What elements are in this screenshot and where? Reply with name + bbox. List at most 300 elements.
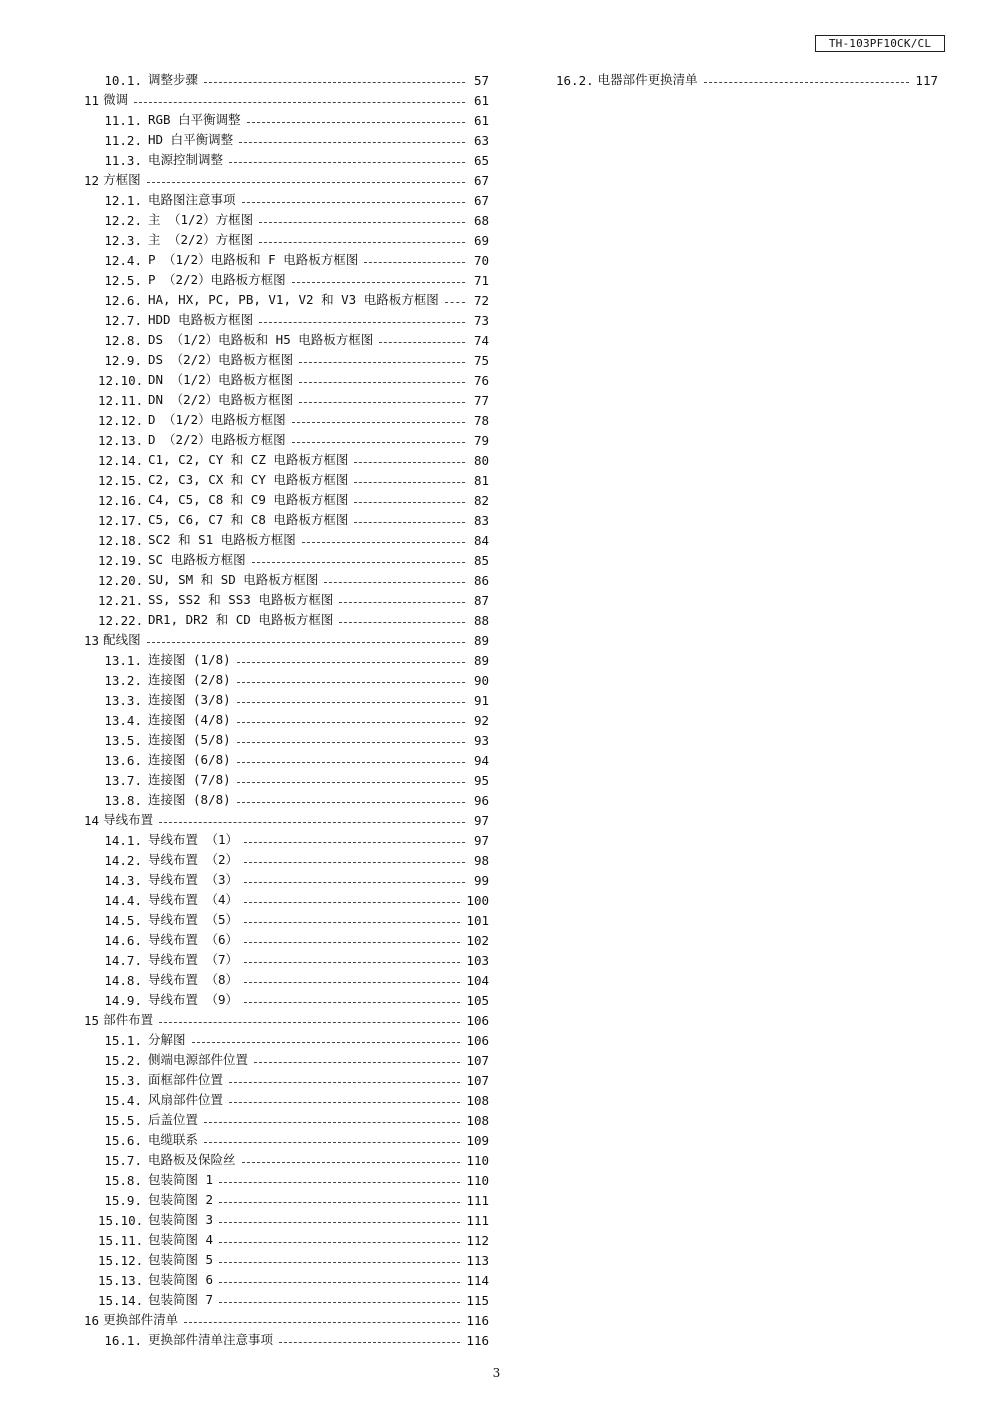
toc-entry-title: 微调 <box>103 92 129 107</box>
toc-entry[interactable] <box>84 908 489 928</box>
toc-entry-number: 12.8. <box>104 333 142 348</box>
toc-entry[interactable] <box>84 368 489 388</box>
toc-entry-title: 包装简图 4 <box>148 1232 214 1247</box>
toc-entry-title: 连接图 (6/8) <box>148 752 231 767</box>
toc-entry-number: 12.5. <box>104 273 142 288</box>
toc-entry[interactable] <box>84 1208 489 1228</box>
toc-entry[interactable] <box>84 748 489 768</box>
toc-entry[interactable] <box>84 1068 489 1088</box>
toc-entry-number: 14.9. <box>104 993 142 1008</box>
toc-entry-title: SC2 和 S1 电路板方框图 <box>148 532 296 547</box>
toc-entry-number: 13.2. <box>104 673 142 688</box>
toc-entry-title: 电路板及保险丝 <box>148 1152 236 1167</box>
toc-entry-page: 75 <box>473 353 489 368</box>
toc-entry-number: 15.6. <box>104 1133 142 1148</box>
toc-entry-title: C5, C6, C7 和 C8 电路板方框图 <box>148 512 349 527</box>
toc-entry-number: 12.22. <box>98 613 144 628</box>
toc-entry[interactable] <box>84 848 489 868</box>
toc-entry[interactable] <box>84 1308 489 1328</box>
toc-entry-number: 12.12. <box>98 413 144 428</box>
toc-leader-line <box>244 842 465 843</box>
toc-entry-title: 后盖位置 <box>148 1112 199 1127</box>
toc-leader-line <box>324 582 465 583</box>
toc-entry-page: 94 <box>473 753 489 768</box>
toc-entry-page: 89 <box>473 633 489 648</box>
toc-leader-line <box>147 642 465 643</box>
toc-entry[interactable] <box>84 488 489 508</box>
toc-entry-number: 11.3. <box>104 153 142 168</box>
toc-leader-line <box>242 1162 461 1163</box>
toc-entry[interactable] <box>84 68 489 88</box>
toc-leader-line <box>204 82 465 83</box>
page-number: 3 <box>492 1366 501 1380</box>
toc-leader-line <box>292 282 465 283</box>
toc-entry-title: 包装简图 1 <box>148 1172 214 1187</box>
toc-leader-line <box>237 802 465 803</box>
toc-entry-number: 15.1. <box>104 1033 142 1048</box>
toc-leader-line <box>339 602 465 603</box>
toc-entry-page: 106 <box>466 1033 489 1048</box>
toc-entry-title: C4, C5, C8 和 C9 电路板方框图 <box>148 492 349 507</box>
toc-entry-title: DN （2/2）电路板方框图 <box>148 392 294 407</box>
toc-entry-page: 116 <box>466 1313 489 1328</box>
toc-entry-title: C2, C3, CX 和 CY 电路板方框图 <box>148 472 349 487</box>
toc-leader-line <box>204 1142 460 1143</box>
toc-entry-title: 导线布置 （4） <box>148 892 239 907</box>
toc-entry-number: 15.11. <box>98 1233 144 1248</box>
toc-leader-line <box>244 982 460 983</box>
toc-entry[interactable] <box>84 428 489 448</box>
toc-entry-page: 85 <box>473 553 489 568</box>
toc-entry[interactable] <box>84 268 489 288</box>
toc-entry-number: 16.2. <box>556 73 594 88</box>
toc-entry-page: 61 <box>473 113 489 128</box>
toc-entry-title: 配线图 <box>103 632 141 647</box>
toc-leader-line <box>219 1222 460 1223</box>
toc-leader-line <box>445 302 465 303</box>
toc-entry[interactable] <box>84 348 489 368</box>
toc-entry-title: 导线布置 （9） <box>148 992 239 1007</box>
toc-entry[interactable] <box>84 648 489 668</box>
toc-entry-number: 14.8. <box>104 973 142 988</box>
toc-entry-number: 14.5. <box>104 913 142 928</box>
toc-entry[interactable] <box>84 1008 489 1028</box>
toc-entry-page: 65 <box>473 153 489 168</box>
toc-leader-line <box>302 542 465 543</box>
toc-entry[interactable] <box>84 468 489 488</box>
toc-entry-title: 电器部件更换清单 <box>597 72 698 87</box>
toc-entry-number: 12.16. <box>98 493 144 508</box>
toc-entry[interactable] <box>84 308 489 328</box>
toc-entry[interactable] <box>84 928 489 948</box>
toc-entry-page: 115 <box>466 1293 489 1308</box>
toc-entry[interactable] <box>84 768 489 788</box>
toc-entry-number: 15.4. <box>104 1093 142 1108</box>
toc-entry-number: 16 <box>84 1313 100 1328</box>
toc-entry[interactable] <box>84 88 489 108</box>
toc-entry-title: DN （1/2）电路板方框图 <box>148 372 294 387</box>
toc-entry-number: 15.13. <box>98 1273 144 1288</box>
toc-leader-line <box>219 1242 460 1243</box>
toc-column-right <box>556 68 938 88</box>
toc-leader-line <box>159 822 465 823</box>
toc-entry-number: 12.3. <box>104 233 142 248</box>
toc-entry-page: 96 <box>473 793 489 808</box>
toc-entry-page: 82 <box>473 493 489 508</box>
toc-entry-number: 13.8. <box>104 793 142 808</box>
toc-entry-number: 11.1. <box>104 113 142 128</box>
toc-entry[interactable] <box>84 1168 489 1188</box>
toc-entry-title: 连接图 (4/8) <box>148 712 231 727</box>
toc-leader-line <box>259 322 465 323</box>
toc-leader-line <box>219 1282 460 1283</box>
toc-entry-number: 12.1. <box>104 193 142 208</box>
toc-leader-line <box>244 902 460 903</box>
toc-entry-page: 110 <box>466 1173 489 1188</box>
toc-entry[interactable] <box>84 108 489 128</box>
toc-entry-page: 76 <box>473 373 489 388</box>
toc-entry[interactable] <box>84 628 489 648</box>
toc-entry-title: HDD 电路板方框图 <box>148 312 254 327</box>
toc-entry-title: 风扇部件位置 <box>148 1092 224 1107</box>
toc-entry-title: 连接图 (2/8) <box>148 672 231 687</box>
toc-entry-page: 105 <box>466 993 489 1008</box>
toc-entry-page: 69 <box>473 233 489 248</box>
toc-entry-page: 97 <box>473 833 489 848</box>
toc-entry-number: 14 <box>84 813 100 828</box>
toc-leader-line <box>259 242 465 243</box>
toc-entry[interactable] <box>84 328 489 348</box>
toc-entry-title: 电缆联系 <box>148 1132 199 1147</box>
toc-entry-number: 11 <box>84 93 100 108</box>
toc-entry-title: 更换部件清单 <box>103 1312 179 1327</box>
toc-entry[interactable] <box>84 728 489 748</box>
toc-entry[interactable] <box>84 608 489 628</box>
toc-leader-line <box>299 382 465 383</box>
toc-leader-line <box>247 122 465 123</box>
toc-entry-title: 包装简图 5 <box>148 1252 214 1267</box>
toc-entry-page: 103 <box>466 953 489 968</box>
toc-entry-title: 电路图注意事项 <box>148 192 236 207</box>
toc-leader-line <box>219 1302 460 1303</box>
toc-entry[interactable] <box>84 708 489 728</box>
toc-entry-number: 14.6. <box>104 933 142 948</box>
toc-entry-number: 15.14. <box>98 1293 144 1308</box>
toc-entry-number: 14.2. <box>104 853 142 868</box>
toc-entry-page: 99 <box>473 873 489 888</box>
toc-entry[interactable] <box>84 1188 489 1208</box>
toc-entry[interactable] <box>84 1248 489 1268</box>
toc-entry-page: 111 <box>466 1213 489 1228</box>
toc-entry-title: 导线布置 （5） <box>148 912 239 927</box>
toc-entry[interactable] <box>84 668 489 688</box>
toc-entry-number: 12.4. <box>104 253 142 268</box>
toc-column-left <box>84 68 489 1348</box>
toc-entry[interactable] <box>84 1028 489 1048</box>
toc-leader-line <box>192 1042 461 1043</box>
toc-leader-line <box>379 342 465 343</box>
toc-entry-number: 14.4. <box>104 893 142 908</box>
toc-entry[interactable] <box>84 948 489 968</box>
toc-entry-title: 导线布置 （7） <box>148 952 239 967</box>
toc-entry-page: 79 <box>473 433 489 448</box>
toc-entry-page: 116 <box>466 1333 489 1348</box>
toc-leader-line <box>339 622 465 623</box>
toc-leader-line <box>292 422 465 423</box>
toc-entry-page: 106 <box>466 1013 489 1028</box>
toc-entry[interactable] <box>84 208 489 228</box>
toc-entry[interactable] <box>84 528 489 548</box>
toc-leader-line <box>252 562 465 563</box>
toc-entry-title: 包装简图 2 <box>148 1192 214 1207</box>
toc-entry-page: 61 <box>473 93 489 108</box>
toc-entry-number: 16.1. <box>104 1333 142 1348</box>
toc-entry-page: 84 <box>473 533 489 548</box>
toc-entry-title: 主 （1/2）方框图 <box>148 212 254 227</box>
toc-entry-page: 57 <box>473 73 489 88</box>
toc-entry-title: P （2/2）电路板方框图 <box>148 272 286 287</box>
toc-leader-line <box>219 1262 460 1263</box>
toc-entry-page: 107 <box>466 1073 489 1088</box>
toc-entry[interactable] <box>84 1108 489 1128</box>
toc-leader-line <box>229 162 465 163</box>
toc-leader-line <box>134 102 465 103</box>
toc-entry-number: 14.3. <box>104 873 142 888</box>
toc-entry-page: 68 <box>473 213 489 228</box>
toc-entry-number: 12.15. <box>98 473 144 488</box>
toc-entry-number: 13.6. <box>104 753 142 768</box>
toc-entry-number: 12.19. <box>98 553 144 568</box>
toc-entry-page: 98 <box>473 853 489 868</box>
toc-entry-title: 连接图 (7/8) <box>148 772 231 787</box>
toc-entry-number: 15.3. <box>104 1073 142 1088</box>
toc-entry[interactable] <box>84 148 489 168</box>
toc-entry-title: 分解图 <box>148 1032 186 1047</box>
toc-entry[interactable] <box>84 1048 489 1068</box>
toc-leader-line <box>244 862 465 863</box>
toc-entry-title: SC 电路板方框图 <box>148 552 246 567</box>
toc-entry-title: 部件布置 <box>103 1012 154 1027</box>
toc-entry-page: 109 <box>466 1133 489 1148</box>
toc-leader-line <box>229 1102 460 1103</box>
toc-entry[interactable] <box>84 888 489 908</box>
toc-leader-line <box>159 1022 460 1023</box>
toc-entry-title: 导线布置 <box>103 812 154 827</box>
toc-leader-line <box>184 1322 460 1323</box>
model-header: TH-103PF10CK/CL <box>815 35 945 52</box>
toc-entry-page: 70 <box>473 253 489 268</box>
toc-entry-page: 63 <box>473 133 489 148</box>
toc-entry-number: 12.13. <box>98 433 144 448</box>
toc-leader-line <box>279 1342 460 1343</box>
toc-entry[interactable] <box>84 1268 489 1288</box>
toc-entry-title: 包装简图 6 <box>148 1272 214 1287</box>
toc-entry-page: 72 <box>473 293 489 308</box>
toc-entry-number: 15.10. <box>98 1213 144 1228</box>
toc-entry-title: C1, C2, CY 和 CZ 电路板方框图 <box>148 452 349 467</box>
toc-entry-number: 12.7. <box>104 313 142 328</box>
toc-leader-line <box>237 702 465 703</box>
toc-entry-title: D （2/2）电路板方框图 <box>148 432 286 447</box>
toc-entry-title: D （1/2）电路板方框图 <box>148 412 286 427</box>
toc-entry-page: 104 <box>466 973 489 988</box>
toc-leader-line <box>219 1202 460 1203</box>
toc-entry[interactable] <box>84 508 489 528</box>
toc-entry-page: 102 <box>466 933 489 948</box>
toc-entry-page: 101 <box>466 913 489 928</box>
toc-entry-page: 117 <box>915 73 938 88</box>
toc-entry-page: 80 <box>473 453 489 468</box>
toc-entry-number: 12.14. <box>98 453 144 468</box>
toc-entry-page: 78 <box>473 413 489 428</box>
toc-entry[interactable] <box>84 828 489 848</box>
toc-leader-line <box>244 962 460 963</box>
toc-entry-title: 导线布置 （6） <box>148 932 239 947</box>
toc-entry[interactable] <box>84 408 489 428</box>
toc-entry-title: 导线布置 （2） <box>148 852 239 867</box>
toc-entry-title: 侧端电源部件位置 <box>148 1052 249 1067</box>
toc-entry-number: 12.11. <box>98 393 144 408</box>
toc-entry-page: 74 <box>473 333 489 348</box>
toc-entry-title: 导线布置 （8） <box>148 972 239 987</box>
toc-leader-line <box>204 1122 460 1123</box>
toc-leader-line <box>354 462 465 463</box>
toc-entry[interactable] <box>84 1228 489 1248</box>
toc-leader-line <box>244 942 460 943</box>
toc-entry-title: 包装简图 7 <box>148 1292 214 1307</box>
toc-entry[interactable] <box>84 988 489 1008</box>
toc-entry[interactable] <box>84 448 489 468</box>
toc-entry[interactable] <box>84 1128 489 1148</box>
toc-leader-line <box>229 1082 460 1083</box>
toc-entry-number: 13.3. <box>104 693 142 708</box>
toc-leader-line <box>299 362 465 363</box>
toc-entry-number: 13.1. <box>104 653 142 668</box>
toc-entry-title: 方框图 <box>103 172 141 187</box>
toc-entry-number: 12.2. <box>104 213 142 228</box>
toc-entry-title: 连接图 (3/8) <box>148 692 231 707</box>
toc-leader-line <box>237 742 465 743</box>
toc-leader-line <box>259 222 465 223</box>
toc-entry-page: 113 <box>466 1253 489 1268</box>
toc-entry-title: 调整步骤 <box>148 72 199 87</box>
toc-entry-page: 86 <box>473 573 489 588</box>
toc-entry-title: 导线布置 （1） <box>148 832 239 847</box>
toc-entry-title: 面框部件位置 <box>148 1072 224 1087</box>
toc-entry-page: 91 <box>473 693 489 708</box>
toc-entry[interactable] <box>84 128 489 148</box>
toc-entry-page: 97 <box>473 813 489 828</box>
toc-entry-page: 73 <box>473 313 489 328</box>
toc-entry-page: 81 <box>473 473 489 488</box>
toc-entry[interactable] <box>84 188 489 208</box>
toc-entry[interactable] <box>84 168 489 188</box>
toc-entry-number: 13.5. <box>104 733 142 748</box>
toc-entry[interactable] <box>556 68 938 88</box>
toc-entry-page: 114 <box>466 1273 489 1288</box>
toc-entry-page: 110 <box>466 1153 489 1168</box>
toc-entry-page: 108 <box>466 1093 489 1108</box>
toc-entry-page: 67 <box>473 173 489 188</box>
toc-entry-page: 108 <box>466 1113 489 1128</box>
toc-entry[interactable] <box>84 228 489 248</box>
toc-entry-page: 112 <box>466 1233 489 1248</box>
toc-entry-number: 15.8. <box>104 1173 142 1188</box>
toc-entry[interactable] <box>84 788 489 808</box>
toc-leader-line <box>237 662 465 663</box>
toc-entry-number: 15.9. <box>104 1193 142 1208</box>
toc-entry[interactable] <box>84 868 489 888</box>
toc-entry[interactable] <box>84 568 489 588</box>
toc-entry[interactable] <box>84 1148 489 1168</box>
toc-entry[interactable] <box>84 1088 489 1108</box>
toc-entry-page: 92 <box>473 713 489 728</box>
toc-entry-title: HD 白平衡调整 <box>148 132 234 147</box>
toc-leader-line <box>292 442 465 443</box>
toc-entry-number: 12.20. <box>98 573 144 588</box>
toc-entry-number: 15 <box>84 1013 100 1028</box>
toc-entry-number: 13.4. <box>104 713 142 728</box>
toc-entry-title: DS （2/2）电路板方框图 <box>148 352 294 367</box>
toc-leader-line <box>237 722 465 723</box>
toc-leader-line <box>354 522 465 523</box>
toc-leader-line <box>244 882 465 883</box>
toc-entry[interactable] <box>84 388 489 408</box>
toc-entry-number: 12.18. <box>98 533 144 548</box>
toc-leader-line <box>242 202 465 203</box>
toc-entry-title: 更换部件清单注意事项 <box>148 1332 274 1347</box>
toc-leader-line <box>239 142 465 143</box>
toc-entry-title: 导线布置 （3） <box>148 872 239 887</box>
toc-entry-title: 连接图 (8/8) <box>148 792 231 807</box>
toc-entry[interactable] <box>84 808 489 828</box>
toc-entry[interactable] <box>84 288 489 308</box>
toc-entry-title: 连接图 (1/8) <box>148 652 231 667</box>
toc-entry-number: 12.9. <box>104 353 142 368</box>
toc-entry-title: P （1/2）电路板和 F 电路板方框图 <box>148 252 359 267</box>
toc-entry[interactable] <box>84 1328 489 1348</box>
toc-entry-page: 111 <box>466 1193 489 1208</box>
toc-entry-page: 89 <box>473 653 489 668</box>
toc-entry-number: 15.12. <box>98 1253 144 1268</box>
toc-entry-page: 100 <box>466 893 489 908</box>
toc-entry[interactable] <box>84 548 489 568</box>
toc-entry-number: 14.1. <box>104 833 142 848</box>
toc-entry-page: 88 <box>473 613 489 628</box>
toc-entry-title: 电源控制调整 <box>148 152 224 167</box>
toc-entry-title: SU, SM 和 SD 电路板方框图 <box>148 572 319 587</box>
toc-entry-title: HA, HX, PC, PB, V1, V2 和 V3 电路板方框图 <box>148 292 439 307</box>
toc-entry[interactable] <box>84 968 489 988</box>
toc-leader-line <box>244 922 460 923</box>
toc-leader-line <box>364 262 465 263</box>
toc-leader-line <box>254 1062 460 1063</box>
toc-entry-title: 包装简图 3 <box>148 1212 214 1227</box>
toc-entry-page: 90 <box>473 673 489 688</box>
toc-entry[interactable] <box>84 1288 489 1308</box>
toc-entry-page: 107 <box>466 1053 489 1068</box>
toc-entry-page: 77 <box>473 393 489 408</box>
toc-leader-line <box>299 402 465 403</box>
toc-entry[interactable] <box>84 588 489 608</box>
toc-entry-page: 83 <box>473 513 489 528</box>
toc-entry-title: 主 （2/2）方框图 <box>148 232 254 247</box>
toc-entry[interactable] <box>84 248 489 268</box>
toc-entry-title: RGB 白平衡调整 <box>148 112 241 127</box>
toc-leader-line <box>244 1002 460 1003</box>
toc-entry[interactable] <box>84 688 489 708</box>
toc-entry-title: DS （1/2）电路板和 H5 电路板方框图 <box>148 332 374 347</box>
